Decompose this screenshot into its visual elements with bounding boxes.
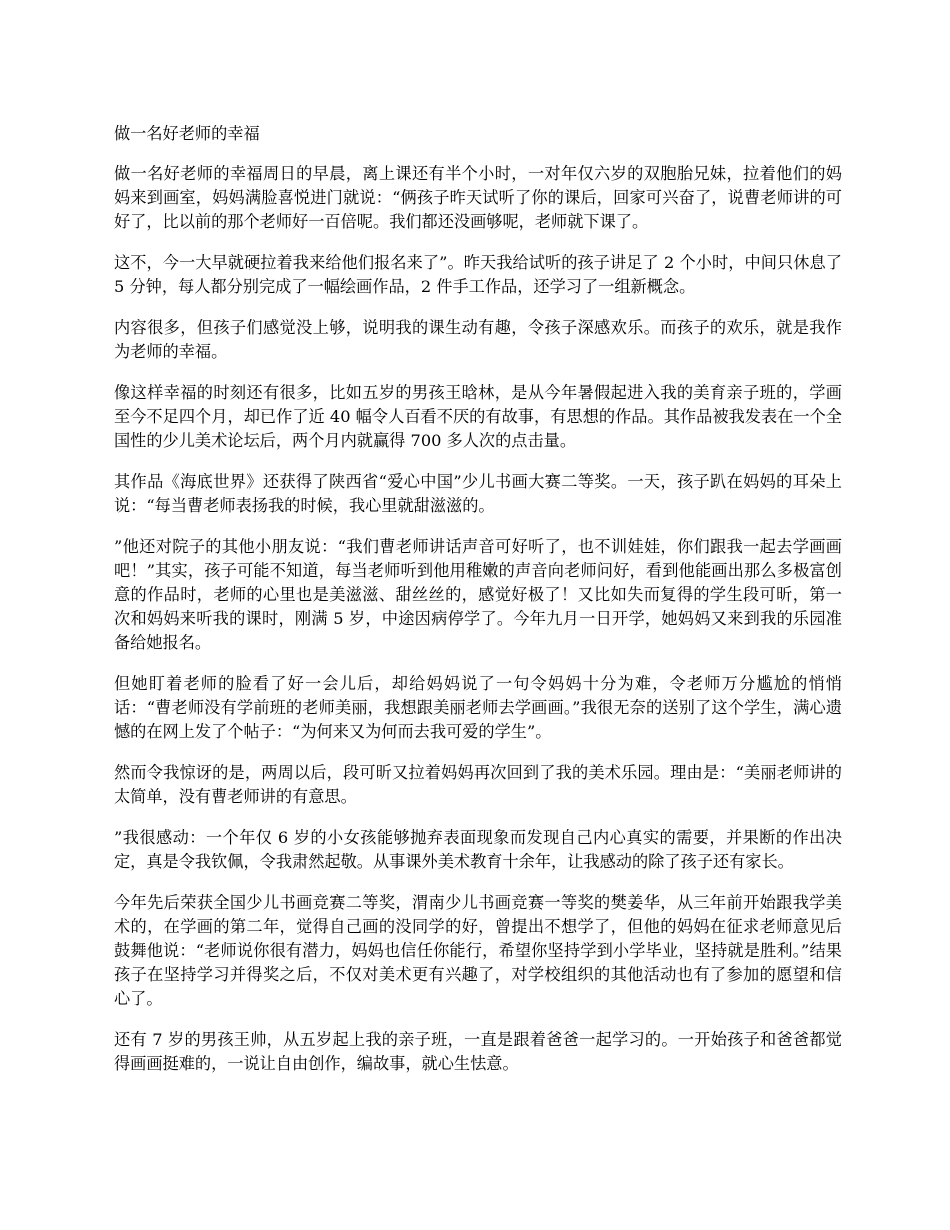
paragraph: ”他还对院子的其他小朋友说：“我们曹老师讲话声音可好听了，也不训娃娃，你们跟我一起去学画画吧！”其实，孩子可能不知道，每当老师听到他用稚嫩的声音向老师问好，看到他能画出那么多极富创意的作品时，老师的心里也是美滋滋、甜丝丝的，感觉好极了！又比如失而复得的学生段可昕，第一次和妈妈来听我的课时，刚满 5 岁，中途因病停学了。今年九月一日开学，她妈妈又来到我的乐园准备给她报名。 — [114, 537, 842, 652]
paragraph: 其作品《海底世界》还获得了陕西省“爱心中国”少儿书画大赛二等奖。一天，孩子趴在妈妈的耳朵上说：“每当曹老师表扬我的时候，我心里就甜滋滋的。 — [114, 472, 842, 515]
document-title: 做一名好老师的幸福 — [114, 124, 260, 143]
paragraph: 但她盯着老师的脸看了好一会儿后，却给妈妈说了一句令妈妈十分为难，令老师万分尴尬的悄悄话：“曹老师没有学前班的老师美丽，我想跟美丽老师去学画画。”我很无奈的送别了这个学生，满心遗憾的在网上发了个帖子：“为何来又为何而去我可爱的学生”。 — [114, 674, 842, 741]
paragraph: 然而令我惊讶的是，两周以后，段可昕又拉着妈妈再次回到了我的美术乐园。理由是：“美丽老师讲的太简单，没有曹老师讲的有意思。 — [114, 763, 842, 806]
paragraph: ”我很感动：一个年仅 6 岁的小女孩能够抛弃表面现象而发现自己内心真实的需要，并果断的作出决定，真是令我钦佩，令我肃然起敬。从事课外美术教育十余年，让我感动的除了孩子还有家长。 — [114, 828, 842, 871]
paragraph: 做一名好老师的幸福周日的早晨，离上课还有半个小时，一对年仅六岁的双胞胎兄妹，拉着他们的妈妈来到画室，妈妈满脸喜悦进门就说：“俩孩子昨天试听了你的课后，回家可兴奋了，说曹老师讲的可好了，比以前的那个老师好一百倍呢。我们都还没画够呢，老师就下课了。 — [114, 164, 842, 231]
paragraph: 内容很多，但孩子们感觉没上够，说明我的课生动有趣，令孩子深感欢乐。而孩子的欢乐，就是我作为老师的幸福。 — [114, 318, 842, 361]
paragraph: 像这样幸福的时刻还有很多，比如五岁的男孩王晗林，是从今年暑假起进入我的美育亲子班的，学画至今不足四个月，却已作了近 40 幅令人百看不厌的有故事，有思想的作品。其作品被我发表在一个全国性的少儿美术论坛后，两个月内就赢得 700 多人次的点击量。 — [114, 383, 842, 450]
paragraph: 这不，今一大早就硬拉着我来给他们报名来了”。昨天我给试听的孩子讲足了 2 个小时，中间只休息了 5 分钟，每人都分别完成了一幅绘画作品，2 件手工作品，还学习了一组新概念。 — [114, 253, 842, 296]
paragraph: 还有 7 岁的男孩王帅，从五岁起上我的亲子班，一直是跟着爸爸一起学习的。一开始孩子和爸爸都觉得画画挺难的，一说让自由创作，编故事，就心生怯意。 — [114, 1030, 842, 1073]
document-page — [114, 122, 842, 1093]
paragraph: 今年先后荣获全国少儿书画竞赛二等奖，渭南少儿书画竞赛一等奖的樊姜华，从三年前开始跟我学美术的，在学画的第二年，觉得自己画的没同学的好，曾提出不想学了，但他的妈妈在征求老师意见后鼓舞他说：“老师说你很有潜力，妈妈也信任你能行，希望你坚持学到小学毕业，坚持就是胜利。”结果孩子在坚持学习并得奖之后，不仅对美术更有兴趣了，对学校组织的其他活动也有了参加的愿望和信心了。 — [114, 893, 842, 1008]
